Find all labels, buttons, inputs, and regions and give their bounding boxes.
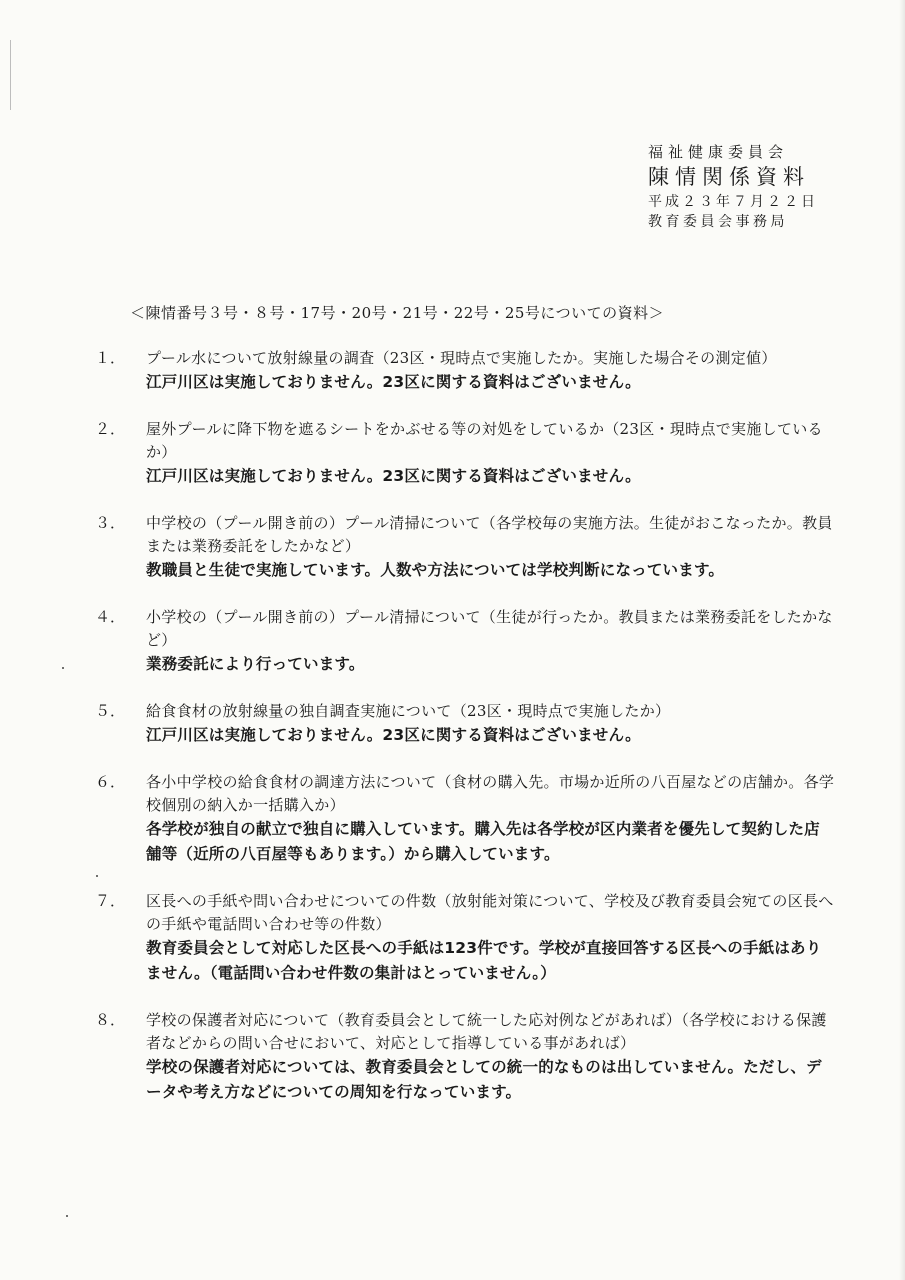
item-list [95,347,835,1128]
item-number: ４． [95,608,126,626]
scan-speck [96,875,98,877]
item-number: １． [95,349,126,367]
list-item [95,512,835,583]
scan-edge-shadow [899,0,905,1280]
item-answer: 教育委員会として対応した区長への手紙は123件です。学校が直接回答する区長への手紙はありません。（電話問い合わせ件数の集計はとっていません。） [146,939,822,982]
item-answer: 各学校が独自の献立で独自に購入しています。購入先は各学校が区内業者を優先して契約した店舗等（近所の八百屋等もあります。）から購入しています。 [146,820,820,863]
item-answer: 江戸川区は実施しておりません。23区に関する資料はございません。 [146,467,641,485]
list-item [95,890,835,986]
item-answer: 江戸川区は実施しておりません。23区に関する資料はございません。 [146,726,641,744]
item-question: 屋外プールに降下物を遮るシートをかぶせる等の対処をしているか（23区・現時点で実施しているか） [146,420,823,461]
list-item [95,700,835,748]
item-answer: 教職員と生徒で実施しています。人数や方法については学校判断になっています。 [146,561,725,579]
list-item [95,771,835,867]
item-question: プール水について放射線量の調査（23区・現時点で実施したか。実施した場合その測定値） [146,349,777,367]
item-question: 学校の保護者対応について（教育委員会として統一した応対例などがあれば）（各学校における保護者などからの問い合せにおいて、対応として指導している事があれば） [146,1011,827,1052]
item-question: 中学校の（プール開き前の）プール清掃について（各学校毎の実施方法。生徒がおこなったか。教員または業務委託をしたかなど） [146,514,833,555]
list-item [95,606,835,677]
item-number: ２． [95,420,126,438]
list-item [95,347,835,395]
subject-line: ＜陳情番号３号・８号・17号・20号・21号・22号・25号についての資料＞ [130,304,665,322]
list-item [95,1009,835,1105]
item-question: 給食食材の放射線量の独自調査実施について（23区・現時点で実施したか） [146,702,671,720]
issuing-office: 教育委員会事務局 [648,213,788,230]
item-question: 小学校の（プール開き前の）プール清掃について（生徒が行ったか。教員または業務委託をしたかなど） [146,608,833,649]
scan-mark [10,40,11,110]
scan-speck [62,667,64,669]
document-title: 陳情関係資料 [648,164,810,189]
item-number: ５． [95,702,126,720]
committee-name: 福祉健康委員会 [648,143,789,161]
item-number: ３． [95,514,126,532]
item-number: ６． [95,773,126,791]
document-date: 平成２３年７月２２日 [648,193,818,210]
item-number: ７． [95,892,126,910]
list-item [95,418,835,489]
item-question: 各小中学校の給食食材の調達方法について（食材の購入先。市場か近所の八百屋などの店舗か。各学校個別の納入か一括購入か） [146,773,835,814]
document-header [648,143,848,231]
item-answer: 江戸川区は実施しておりません。23区に関する資料はございません。 [146,373,641,391]
item-answer: 業務委託により行っています。 [146,655,365,673]
item-question: 区長への手紙や問い合わせについての件数（放射能対策について、学校及び教育委員会宛ての区長への手紙や電話問い合わせ等の件数） [146,892,834,933]
item-number: ８． [95,1011,126,1029]
item-answer: 学校の保護者対応については、教育委員会としての統一的なものは出していません。ただし、データや考え方などについての周知を行なっています。 [146,1058,822,1101]
scan-speck [66,1215,68,1217]
